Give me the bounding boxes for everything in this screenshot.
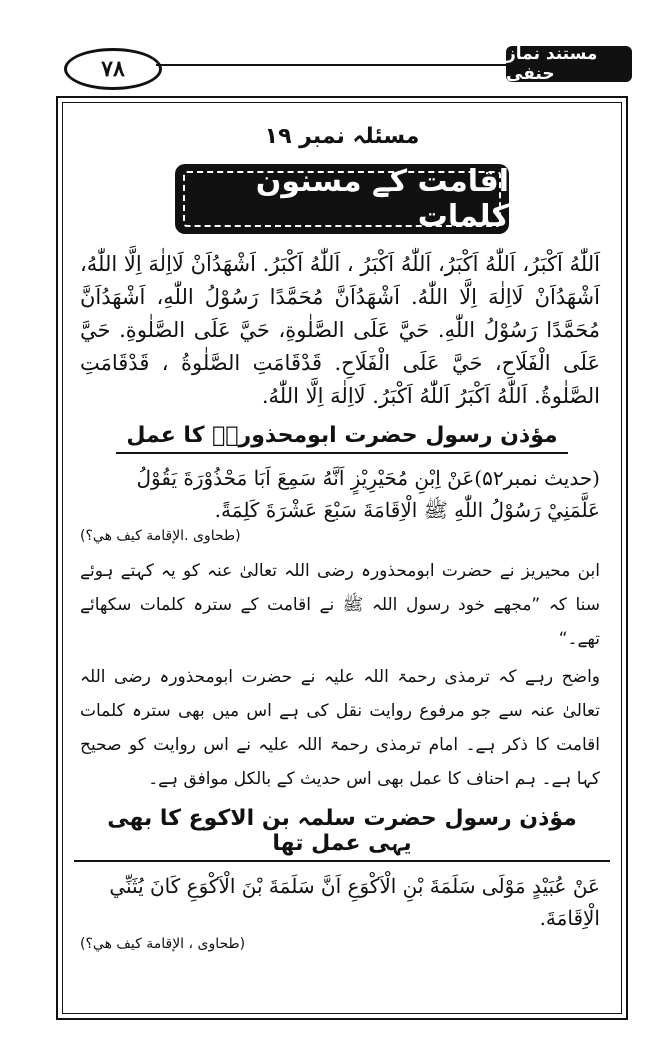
section-heading-abu-mahdhurah: مؤذن رسول حضرت ابومحذورہؓ کا عمل [116,423,567,454]
page-number: ۷۸ [64,48,162,90]
iqamah-words: اَللّٰهُ اَكْبَرُ، اَللّٰهُ اَكْبَرُ، اَللّٰهُ اَكْبَرُ ، اَللّٰهُ اَكْبَرُ. اَشْهَدُاَنْ لَااِلٰهَ اِلَّا اللّٰهُ، اَشْهَدُاَنْ لَااِلٰهَ اِلَّا اللّٰهُ. اَشْهَدُاَنَّ مُحَمَّدًا رَسُوْلُ اللّٰهِ، اَشْهَدُاَنَّ مُحَمَّدًا رَسُوْلُ اللّٰهِ. حَيَّ عَلَى الصَّلٰوةِ، حَيَّ عَلَى الصَّلٰوةِ. حَيَّ عَلَى الْفَلَاحِ، حَيَّ عَلَى الْفَلَاحِ. قَدْقَامَتِ الصَّلٰوةُ ، قَدْقَامَتِ الصَّلٰوةُ. اَللّٰهُ اَكْبَرُ اَللّٰهُ اَكْبَرُ. لَااِلٰهَ اِلَّا اللّٰهُ. [80,252,600,408]
hadith-source: (طحاوی .الإقامة كيف هي؟) [80,528,241,544]
hadith-52: (حدیث نمبر۵۲)عَنْ اِبْنِ مُحَيْرِيْزٍ اَنَّهُ سَمِعَ اَبَا مَحْذُوْرَةَ يَقُوْلُ عَلَّمَنِيْ رَسُوْلُ اللّٰهِ ﷺ الْاِقَامَةَ سَبْعَ عَشْرَةَ كَلِمَةً. [136,466,600,522]
title-banner [175,164,509,234]
page-content [74,118,610,1008]
commentary-paragraph: واضح رہے کہ ترمذی رحمۃ اللہ علیہ نے حضرت ابومحذورہ رضی اللہ تعالیٰ عنہ سے جو مرفوع روایت نقل کی ہے اس میں بھی سترہ کلمات اقامت کا ذکر ہے۔ امام ترمذی رحمۃ اللہ علیہ نے اس روایت کو صحیح کہا ہے۔ ہم احناف کا عمل بھی اس حدیث کے بالکل موافق ہے۔ [80,667,600,789]
header-divider [156,64,506,66]
hadith-salamah: عَنْ عُبَيْدٍ مَوْلَى سَلَمَةَ بْنِ الْاَكْوَعِ اَنَّ سَلَمَةَ بْنَ الْاَكْوَعِ كَانَ يُثَنِّي الْاِقَامَةَ. [109,874,600,930]
commentary-paragraph: ابن محیریز نے حضرت ابومحذورہ رضی اللہ تعالیٰ عنہ کو یہ کہتے ہوئے سنا کہ ”مجھے خود رسول اللہ ﷺ نے اقامت کے سترہ کلمات سکھائے تھے۔“ [80,561,600,649]
book-title: مستند نماز حنفی [506,46,632,82]
urdu-commentary [80,554,600,796]
banner-title: اقامت کے مسنون کلمات [255,164,509,234]
hadith-source: (طحاوی ، الإقامة كيف هي؟) [80,936,246,952]
banner-dashed-border [183,171,501,227]
masala-number: مسئلہ نمبر ۱۹ [264,124,420,149]
section-heading-salamah: مؤذن رسول حضرت سلمہ بن الاکوع کا بھی یہی عمل تھا [74,806,610,862]
